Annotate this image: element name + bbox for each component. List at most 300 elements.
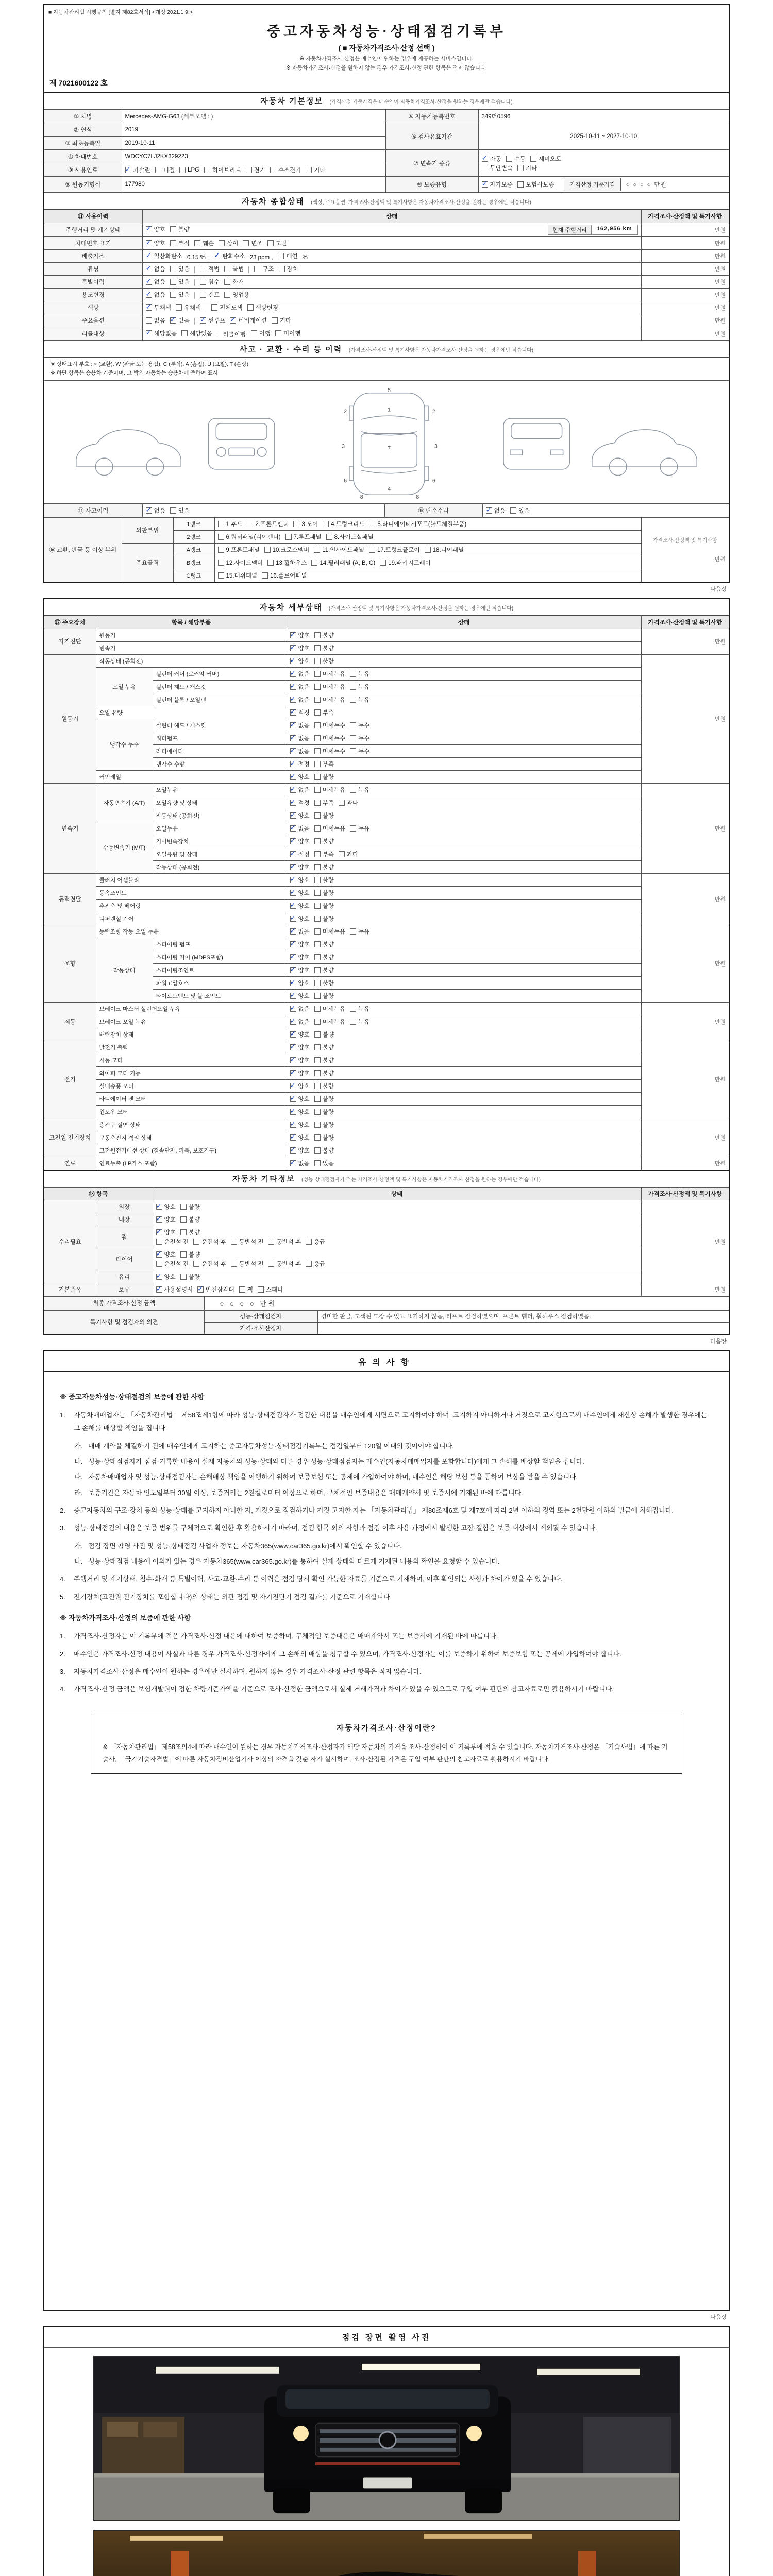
checkbox-icon[interactable] <box>272 317 278 324</box>
checkbox-option[interactable] <box>350 683 369 691</box>
checkbox-icon[interactable] <box>314 993 321 999</box>
checkbox-option[interactable] <box>314 1082 334 1090</box>
checkbox-option[interactable] <box>314 902 334 910</box>
checkbox-option[interactable] <box>506 155 526 163</box>
checkbox-icon[interactable] <box>290 980 296 986</box>
checkbox-icon[interactable] <box>290 645 296 651</box>
checkbox-option[interactable] <box>146 225 165 233</box>
checkbox-option[interactable] <box>314 863 334 871</box>
checkbox-option[interactable] <box>224 265 244 273</box>
checkbox-icon[interactable] <box>246 167 252 173</box>
checkbox-icon[interactable] <box>156 1286 162 1293</box>
checkbox-icon[interactable] <box>290 1083 296 1089</box>
checkbox-option[interactable] <box>258 1285 283 1294</box>
checkbox-option[interactable] <box>231 1260 264 1268</box>
checkbox-icon[interactable] <box>350 1019 356 1025</box>
checkbox-icon[interactable] <box>156 1251 162 1258</box>
checkbox-icon[interactable] <box>194 240 200 246</box>
checkbox-icon[interactable] <box>290 916 296 922</box>
checkbox-icon[interactable] <box>211 304 217 311</box>
checkbox-icon[interactable] <box>181 330 188 336</box>
checkbox-option[interactable] <box>314 876 334 884</box>
checkbox-icon[interactable] <box>146 317 152 324</box>
checkbox-option[interactable] <box>290 683 310 691</box>
checkbox-icon[interactable] <box>290 1057 296 1063</box>
checkbox-icon[interactable] <box>350 787 356 793</box>
checkbox-option[interactable] <box>482 155 501 163</box>
checkbox-icon[interactable] <box>314 774 321 780</box>
checkbox-option[interactable] <box>180 1273 200 1281</box>
checkbox-option[interactable] <box>290 1121 310 1129</box>
checkbox-option[interactable] <box>369 546 420 554</box>
checkbox-option[interactable] <box>314 747 345 755</box>
checkbox-icon[interactable] <box>486 507 492 514</box>
checkbox-option[interactable] <box>290 850 310 858</box>
checkbox-icon[interactable] <box>306 167 312 173</box>
checkbox-option[interactable] <box>350 786 369 794</box>
checkbox-option[interactable] <box>180 1202 200 1211</box>
checkbox-icon[interactable] <box>314 1083 321 1089</box>
checkbox-icon[interactable] <box>290 774 296 780</box>
checkbox-icon[interactable] <box>218 560 224 566</box>
checkbox-icon[interactable] <box>290 1134 296 1141</box>
checkbox-icon[interactable] <box>314 877 321 883</box>
checkbox-icon[interactable] <box>170 226 176 232</box>
checkbox-icon[interactable] <box>293 521 299 527</box>
checkbox-option[interactable] <box>204 166 241 174</box>
checkbox-icon[interactable] <box>262 572 268 579</box>
checkbox-option[interactable] <box>323 520 364 528</box>
checkbox-option[interactable] <box>314 546 364 554</box>
checkbox-option[interactable] <box>247 520 289 528</box>
checkbox-option[interactable] <box>380 558 431 567</box>
checkbox-icon[interactable] <box>482 181 488 188</box>
checkbox-option[interactable] <box>146 239 165 247</box>
checkbox-option[interactable] <box>314 940 334 948</box>
checkbox-option[interactable] <box>146 278 165 286</box>
checkbox-option[interactable] <box>170 265 190 273</box>
checkbox-option[interactable] <box>314 850 334 858</box>
checkbox-option[interactable] <box>290 1159 310 1167</box>
checkbox-option[interactable] <box>179 167 199 173</box>
checkbox-option[interactable] <box>170 291 190 299</box>
checkbox-option[interactable] <box>214 252 245 260</box>
checkbox-icon[interactable] <box>339 800 345 806</box>
checkbox-option[interactable] <box>290 927 310 936</box>
checkbox-option[interactable] <box>290 1069 310 1077</box>
checkbox-icon[interactable] <box>290 761 296 767</box>
checkbox-option[interactable] <box>290 1018 310 1026</box>
checkbox-option[interactable] <box>290 1005 310 1013</box>
checkbox-icon[interactable] <box>314 748 321 754</box>
checkbox-icon[interactable] <box>314 722 321 728</box>
checkbox-icon[interactable] <box>350 697 356 703</box>
checkbox-option[interactable] <box>290 773 310 781</box>
checkbox-icon[interactable] <box>517 165 524 171</box>
checkbox-option[interactable] <box>290 940 310 948</box>
checkbox-icon[interactable] <box>170 317 176 324</box>
checkbox-icon[interactable] <box>290 928 296 935</box>
checkbox-option[interactable] <box>314 1146 334 1155</box>
checkbox-option[interactable] <box>306 1238 325 1246</box>
checkbox-icon[interactable] <box>224 292 230 298</box>
checkbox-option[interactable] <box>369 520 466 528</box>
checkbox-option[interactable] <box>350 824 369 833</box>
checkbox-icon[interactable] <box>314 928 321 935</box>
checkbox-option[interactable] <box>517 180 554 189</box>
checkbox-option[interactable] <box>200 316 225 325</box>
checkbox-option[interactable] <box>290 1146 310 1155</box>
checkbox-option[interactable] <box>264 546 310 554</box>
checkbox-icon[interactable] <box>290 838 296 844</box>
checkbox-icon[interactable] <box>314 890 321 896</box>
checkbox-option[interactable] <box>350 1005 369 1013</box>
checkbox-option[interactable] <box>224 278 244 286</box>
checkbox-icon[interactable] <box>290 671 296 677</box>
checkbox-icon[interactable] <box>230 317 236 324</box>
checkbox-icon[interactable] <box>339 851 345 857</box>
checkbox-option[interactable] <box>339 850 358 858</box>
checkbox-icon[interactable] <box>275 330 281 336</box>
checkbox-icon[interactable] <box>314 838 321 844</box>
checkbox-option[interactable] <box>314 644 334 652</box>
checkbox-option[interactable] <box>290 786 310 794</box>
checkbox-option[interactable] <box>290 631 310 639</box>
checkbox-option[interactable] <box>290 747 310 755</box>
checkbox-option[interactable] <box>290 799 310 807</box>
checkbox-icon[interactable] <box>214 253 220 259</box>
checkbox-icon[interactable] <box>510 507 516 514</box>
checkbox-option[interactable] <box>314 657 334 665</box>
checkbox-icon[interactable] <box>314 684 321 690</box>
checkbox-icon[interactable] <box>290 877 296 883</box>
checkbox-option[interactable] <box>326 533 374 541</box>
checkbox-option[interactable] <box>176 303 201 312</box>
checkbox-option[interactable] <box>267 239 287 247</box>
checkbox-icon[interactable] <box>314 1134 321 1141</box>
checkbox-icon[interactable] <box>268 1261 274 1267</box>
checkbox-option[interactable] <box>180 1250 200 1259</box>
checkbox-option[interactable] <box>306 1260 325 1268</box>
checkbox-option[interactable] <box>156 1250 176 1259</box>
checkbox-icon[interactable] <box>219 240 225 246</box>
checkbox-option[interactable] <box>314 683 345 691</box>
checkbox-icon[interactable] <box>314 1096 321 1102</box>
checkbox-option[interactable] <box>156 1202 176 1211</box>
checkbox-option[interactable] <box>290 876 310 884</box>
checkbox-option[interactable] <box>170 316 190 325</box>
checkbox-icon[interactable] <box>290 1122 296 1128</box>
checkbox-icon[interactable] <box>290 709 296 716</box>
checkbox-option[interactable] <box>510 506 530 515</box>
checkbox-icon[interactable] <box>243 240 249 246</box>
checkbox-option[interactable] <box>530 155 561 163</box>
checkbox-icon[interactable] <box>314 800 321 806</box>
checkbox-icon[interactable] <box>279 266 285 272</box>
checkbox-icon[interactable] <box>251 330 257 336</box>
checkbox-option[interactable] <box>339 799 358 807</box>
checkbox-option[interactable] <box>290 657 310 665</box>
checkbox-icon[interactable] <box>290 800 296 806</box>
checkbox-option[interactable] <box>268 1238 301 1246</box>
checkbox-icon[interactable] <box>290 1031 296 1038</box>
checkbox-option[interactable] <box>200 291 220 299</box>
checkbox-option[interactable] <box>146 316 165 325</box>
checkbox-icon[interactable] <box>146 226 152 232</box>
checkbox-icon[interactable] <box>290 697 296 703</box>
checkbox-option[interactable] <box>290 734 310 742</box>
checkbox-option[interactable] <box>290 953 310 961</box>
checkbox-icon[interactable] <box>350 735 356 741</box>
checkbox-option[interactable] <box>290 824 310 833</box>
checkbox-option[interactable] <box>290 914 310 923</box>
checkbox-option[interactable] <box>314 889 334 897</box>
checkbox-option[interactable] <box>243 239 262 247</box>
checkbox-option[interactable] <box>290 1095 310 1103</box>
checkbox-option[interactable] <box>311 558 375 567</box>
checkbox-icon[interactable] <box>314 851 321 857</box>
checkbox-icon[interactable] <box>247 521 253 527</box>
checkbox-icon[interactable] <box>179 167 186 173</box>
checkbox-option[interactable] <box>218 571 257 580</box>
checkbox-option[interactable] <box>314 953 334 961</box>
checkbox-option[interactable] <box>170 278 190 286</box>
checkbox-icon[interactable] <box>314 697 321 703</box>
checkbox-option[interactable] <box>314 979 334 987</box>
checkbox-icon[interactable] <box>267 240 274 246</box>
checkbox-icon[interactable] <box>180 1274 187 1280</box>
checkbox-option[interactable] <box>290 1133 310 1142</box>
checkbox-option[interactable] <box>290 1056 310 1064</box>
checkbox-option[interactable] <box>146 329 177 337</box>
checkbox-icon[interactable] <box>314 547 320 553</box>
checkbox-icon[interactable] <box>267 560 274 566</box>
checkbox-option[interactable] <box>251 329 271 337</box>
checkbox-option[interactable] <box>211 303 242 312</box>
checkbox-option[interactable] <box>278 252 297 260</box>
checkbox-icon[interactable] <box>314 1122 321 1128</box>
checkbox-icon[interactable] <box>231 1261 237 1267</box>
checkbox-icon[interactable] <box>314 671 321 677</box>
checkbox-icon[interactable] <box>350 928 356 935</box>
checkbox-option[interactable] <box>314 670 345 678</box>
checkbox-icon[interactable] <box>156 1216 162 1223</box>
checkbox-icon[interactable] <box>290 1096 296 1102</box>
checkbox-option[interactable] <box>200 265 220 273</box>
checkbox-option[interactable] <box>218 520 243 528</box>
checkbox-option[interactable] <box>314 1043 334 1052</box>
checkbox-icon[interactable] <box>200 292 206 298</box>
checkbox-icon[interactable] <box>314 954 321 960</box>
checkbox-option[interactable] <box>279 265 298 273</box>
checkbox-icon[interactable] <box>314 1006 321 1012</box>
checkbox-icon[interactable] <box>517 181 524 188</box>
checkbox-icon[interactable] <box>290 967 296 973</box>
checkbox-option[interactable] <box>290 670 310 678</box>
checkbox-option[interactable] <box>290 992 310 1000</box>
checkbox-option[interactable] <box>272 316 291 325</box>
checkbox-option[interactable] <box>425 546 464 554</box>
checkbox-icon[interactable] <box>285 534 292 540</box>
checkbox-option[interactable] <box>314 914 334 923</box>
checkbox-option[interactable] <box>314 696 345 704</box>
checkbox-icon[interactable] <box>146 266 152 272</box>
checkbox-option[interactable] <box>219 239 238 247</box>
checkbox-option[interactable] <box>314 811 334 820</box>
checkbox-icon[interactable] <box>224 279 230 285</box>
checkbox-option[interactable] <box>194 239 214 247</box>
checkbox-option[interactable] <box>230 316 267 325</box>
checkbox-option[interactable] <box>146 265 165 273</box>
checkbox-option[interactable] <box>267 558 307 567</box>
checkbox-option[interactable] <box>146 506 165 515</box>
checkbox-option[interactable] <box>270 166 301 174</box>
checkbox-icon[interactable] <box>155 167 161 173</box>
checkbox-icon[interactable] <box>156 1261 162 1267</box>
checkbox-icon[interactable] <box>156 1204 162 1210</box>
checkbox-option[interactable] <box>350 747 369 755</box>
checkbox-option[interactable] <box>290 696 310 704</box>
checkbox-option[interactable] <box>293 520 318 528</box>
checkbox-icon[interactable] <box>306 1239 312 1245</box>
checkbox-icon[interactable] <box>314 1109 321 1115</box>
checkbox-option[interactable] <box>314 708 334 717</box>
checkbox-icon[interactable] <box>170 279 176 285</box>
checkbox-icon[interactable] <box>350 671 356 677</box>
checkbox-icon[interactable] <box>314 1070 321 1076</box>
checkbox-option[interactable] <box>314 1133 334 1142</box>
checkbox-option[interactable] <box>314 1121 334 1129</box>
checkbox-option[interactable] <box>290 811 310 820</box>
checkbox-option[interactable] <box>350 670 369 678</box>
checkbox-icon[interactable] <box>258 1286 264 1293</box>
checkbox-icon[interactable] <box>146 279 152 285</box>
checkbox-icon[interactable] <box>314 709 321 716</box>
checkbox-option[interactable] <box>314 1030 334 1039</box>
checkbox-icon[interactable] <box>290 954 296 960</box>
checkbox-option[interactable] <box>314 927 345 936</box>
checkbox-option[interactable] <box>314 837 334 845</box>
checkbox-icon[interactable] <box>530 156 536 162</box>
checkbox-icon[interactable] <box>170 240 176 246</box>
checkbox-option[interactable] <box>290 708 310 717</box>
checkbox-icon[interactable] <box>290 658 296 664</box>
checkbox-icon[interactable] <box>231 1239 237 1245</box>
checkbox-option[interactable] <box>197 1285 234 1294</box>
checkbox-icon[interactable] <box>314 967 321 973</box>
checkbox-icon[interactable] <box>290 825 296 832</box>
checkbox-icon[interactable] <box>290 812 296 819</box>
checkbox-icon[interactable] <box>290 1019 296 1025</box>
checkbox-icon[interactable] <box>218 547 224 553</box>
checkbox-icon[interactable] <box>314 980 321 986</box>
checkbox-option[interactable] <box>314 1108 334 1116</box>
checkbox-icon[interactable] <box>290 1006 296 1012</box>
checkbox-option[interactable] <box>218 558 263 567</box>
checkbox-option[interactable] <box>239 1285 253 1294</box>
checkbox-option[interactable] <box>290 889 310 897</box>
checkbox-icon[interactable] <box>314 761 321 767</box>
checkbox-option[interactable] <box>290 644 310 652</box>
checkbox-icon[interactable] <box>146 292 152 298</box>
checkbox-icon[interactable] <box>290 787 296 793</box>
checkbox-option[interactable] <box>314 760 334 768</box>
checkbox-option[interactable] <box>314 1069 334 1077</box>
checkbox-icon[interactable] <box>314 903 321 909</box>
checkbox-icon[interactable] <box>290 632 296 638</box>
checkbox-icon[interactable] <box>146 253 152 259</box>
checkbox-icon[interactable] <box>506 156 512 162</box>
checkbox-icon[interactable] <box>290 864 296 870</box>
checkbox-icon[interactable] <box>369 521 375 527</box>
checkbox-icon[interactable] <box>306 1261 312 1267</box>
checkbox-icon[interactable] <box>200 266 206 272</box>
checkbox-icon[interactable] <box>350 748 356 754</box>
checkbox-icon[interactable] <box>180 1204 187 1210</box>
checkbox-option[interactable] <box>486 506 506 515</box>
checkbox-option[interactable] <box>314 1159 334 1167</box>
checkbox-icon[interactable] <box>156 1229 162 1235</box>
checkbox-option[interactable] <box>314 721 345 730</box>
checkbox-option[interactable] <box>247 303 278 312</box>
checkbox-icon[interactable] <box>314 658 321 664</box>
checkbox-icon[interactable] <box>290 1044 296 1050</box>
checkbox-option[interactable] <box>285 533 322 541</box>
checkbox-icon[interactable] <box>314 1160 321 1166</box>
checkbox-option[interactable] <box>350 1018 369 1026</box>
checkbox-option[interactable] <box>314 824 345 833</box>
checkbox-icon[interactable] <box>170 266 176 272</box>
checkbox-option[interactable] <box>290 979 310 987</box>
checkbox-icon[interactable] <box>380 560 386 566</box>
checkbox-icon[interactable] <box>204 167 210 173</box>
checkbox-icon[interactable] <box>290 684 296 690</box>
checkbox-icon[interactable] <box>314 787 321 793</box>
checkbox-icon[interactable] <box>314 1019 321 1025</box>
checkbox-option[interactable] <box>218 533 281 541</box>
checkbox-icon[interactable] <box>268 1239 274 1245</box>
checkbox-option[interactable] <box>290 721 310 730</box>
checkbox-option[interactable] <box>156 1215 176 1224</box>
checkbox-option[interactable] <box>482 180 513 189</box>
checkbox-icon[interactable] <box>197 1286 204 1293</box>
checkbox-option[interactable] <box>350 696 369 704</box>
checkbox-option[interactable] <box>314 966 334 974</box>
checkbox-icon[interactable] <box>156 1239 162 1245</box>
checkbox-option[interactable] <box>146 252 183 260</box>
checkbox-icon[interactable] <box>156 1274 162 1280</box>
checkbox-option[interactable] <box>314 773 334 781</box>
checkbox-option[interactable] <box>314 786 345 794</box>
checkbox-icon[interactable] <box>180 1216 187 1223</box>
checkbox-icon[interactable] <box>314 1057 321 1063</box>
checkbox-option[interactable] <box>350 734 369 742</box>
checkbox-icon[interactable] <box>290 941 296 947</box>
checkbox-icon[interactable] <box>311 560 317 566</box>
checkbox-icon[interactable] <box>170 292 176 298</box>
checkbox-icon[interactable] <box>290 851 296 857</box>
checkbox-option[interactable] <box>350 927 369 936</box>
checkbox-icon[interactable] <box>314 735 321 741</box>
checkbox-icon[interactable] <box>146 330 152 336</box>
checkbox-option[interactable] <box>314 631 334 639</box>
checkbox-option[interactable] <box>306 166 325 174</box>
checkbox-option[interactable] <box>290 760 310 768</box>
checkbox-icon[interactable] <box>290 890 296 896</box>
checkbox-option[interactable] <box>262 571 307 580</box>
checkbox-icon[interactable] <box>218 534 224 540</box>
checkbox-icon[interactable] <box>290 1147 296 1154</box>
